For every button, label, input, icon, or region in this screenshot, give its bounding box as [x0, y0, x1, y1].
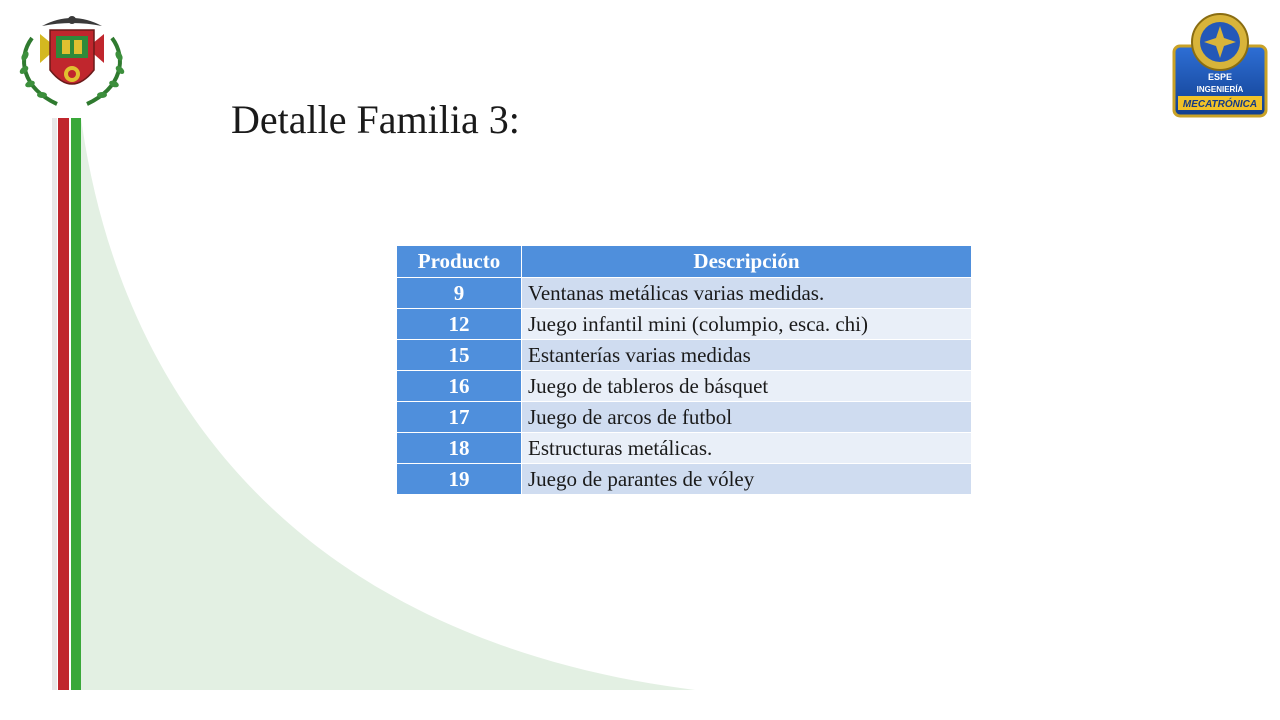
- svg-text:INGENIERÍA: INGENIERÍA: [1196, 85, 1244, 94]
- table-row: [397, 340, 972, 371]
- product-number: 17: [397, 402, 522, 433]
- green-stripe: [71, 118, 81, 690]
- grey-stripe: [52, 118, 57, 690]
- table-row: [397, 433, 972, 464]
- product-description: Juego de parantes de vóley: [522, 464, 972, 495]
- page-title: Detalle Familia 3:: [231, 97, 520, 142]
- column-header-producto: Producto: [397, 246, 522, 278]
- column-header-descripcion: Descripción: [522, 246, 972, 278]
- espe-mecatronica-badge-icon: [1170, 8, 1270, 120]
- product-description: Estructuras metálicas.: [522, 433, 972, 464]
- product-number: 19: [397, 464, 522, 495]
- product-number: 12: [397, 309, 522, 340]
- product-number: 16: [397, 371, 522, 402]
- svg-text:MECATRÓNICA: MECATRÓNICA: [1182, 99, 1258, 110]
- product-table: [396, 245, 972, 495]
- table-row: [397, 464, 972, 495]
- product-description: Estanterías varias medidas: [522, 340, 972, 371]
- svg-text:ESPE: ESPE: [1207, 72, 1233, 82]
- product-number: 9: [397, 278, 522, 309]
- table-header-row: [397, 246, 972, 278]
- table-row: [397, 371, 972, 402]
- product-description: Juego de tableros de básquet: [522, 371, 972, 402]
- product-number: 15: [397, 340, 522, 371]
- product-description: Juego infantil mini (columpio, esca. chi): [522, 309, 972, 340]
- table-row: [397, 402, 972, 433]
- product-number: 18: [397, 433, 522, 464]
- product-description: Juego de arcos de futbol: [522, 402, 972, 433]
- table-row: [397, 278, 972, 309]
- product-description: Ventanas metálicas varias medidas.: [522, 278, 972, 309]
- red-stripe: [58, 118, 69, 690]
- table-row: [397, 309, 972, 340]
- coat-of-arms-icon: [12, 8, 132, 108]
